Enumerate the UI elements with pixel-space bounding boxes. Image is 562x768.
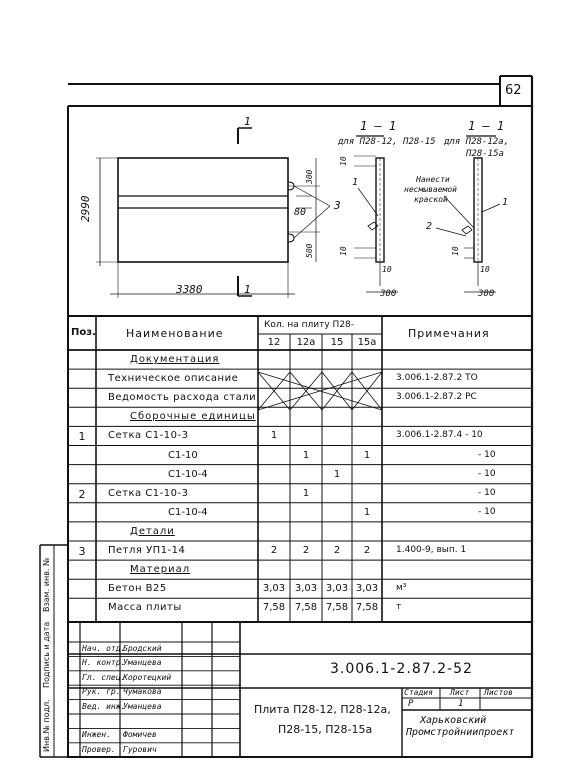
role-person: Бродский [123, 644, 162, 653]
row-pos: 2 [78, 487, 86, 501]
header-col-12a: 12а [296, 337, 316, 348]
role-person: Гурович [123, 744, 157, 754]
role-person: Коротецкий [123, 672, 172, 682]
dim-300: 300 [305, 169, 314, 184]
header-name: Наименование [126, 327, 224, 340]
cut-mark-bottom: 1 [244, 283, 251, 296]
row-name: Сетка С1-10-3 [108, 430, 189, 442]
role-person: Уманцева [123, 701, 162, 711]
row-qty: 1 [363, 449, 371, 461]
title-line-1: Плита П28-12, П28-12а, [254, 703, 391, 716]
dim-width: 3380 [176, 283, 203, 296]
pos-1-left: 1 [352, 177, 359, 188]
section-right-caption-2: П28-15а [466, 149, 504, 159]
row-qty: 3,03 [355, 583, 379, 595]
dim-height: 2990 [79, 195, 92, 222]
row-name: Бетон В25 [108, 583, 167, 595]
dim-10-d: 10 [451, 246, 460, 256]
role-label: Нач. отд. [82, 644, 126, 653]
role-person: Уманцева [123, 658, 162, 668]
header-notes: Примечания [408, 327, 490, 340]
row-qty: 2 [363, 545, 371, 556]
row-qty: 1 [270, 430, 278, 442]
row-name: Ведомость расхода стали [108, 392, 257, 404]
side-stamp-item: Взам. инв. № [42, 557, 51, 612]
dim-10-a: 10 [339, 156, 348, 166]
document-code: 3.006.1-2.87.2-52 [330, 661, 473, 677]
row-name: Петля УП1-14 [108, 545, 186, 556]
row-qty: 1 [333, 468, 341, 480]
dim-80: 80 [294, 207, 307, 218]
row-name: Техническое описание [108, 373, 239, 385]
note-paint-2: несмываемой [404, 185, 457, 194]
section-heading: Материал [130, 564, 191, 576]
row-note: 3.006.1-2.87.2 РС [396, 392, 477, 403]
dim-section-300-right: 300 [478, 289, 495, 299]
role-label: Гл. спец. [82, 672, 126, 682]
section-heading: Детали [130, 525, 175, 537]
row-qty: 2 [333, 545, 341, 556]
row-qty: 3,03 [294, 583, 318, 595]
sheet-number: 62 [505, 83, 522, 98]
dim-section-300-left: 300 [380, 289, 397, 299]
row-qty: 1 [302, 487, 310, 499]
row-qty: 1 [363, 506, 371, 518]
row-name: С1-10 [168, 449, 198, 461]
organization-line-2: Промстройниипроект [406, 727, 515, 738]
dim-10-b: 10 [339, 246, 348, 256]
row-note: - 10 [478, 468, 496, 479]
header-col-12: 12 [267, 337, 281, 348]
pos-2-right: 2 [426, 221, 433, 232]
section-heading: Документация [130, 354, 220, 365]
header-qty: Кол. на плиту П28- [264, 320, 355, 330]
note-paint-3: краской [414, 195, 448, 204]
section-left-label: 1 — 1 [360, 119, 397, 133]
row-note: м³ [396, 583, 407, 594]
side-stamp-item: Инв.№ подл. [42, 699, 51, 752]
role-label: Н. контр. [82, 658, 126, 668]
sheets-label: Листов [484, 688, 513, 697]
header-col-15: 15 [330, 337, 344, 348]
row-name: Сетка С1-10-3 [108, 487, 189, 499]
row-qty: 7,58 [325, 602, 349, 614]
row-qty: 7,58 [294, 602, 318, 614]
section-left-caption: для П28-12, П28-15 [338, 137, 436, 147]
dim-10-e: 10 [480, 265, 490, 274]
row-note: т [396, 602, 402, 613]
side-stamp-item: Подпись и дата [42, 621, 51, 688]
row-note: 1.400-9, вып. 1 [396, 545, 467, 555]
row-qty: 2 [270, 545, 278, 556]
row-note: - 10 [478, 487, 496, 498]
row-name: Масса плиты [108, 602, 182, 614]
row-note: - 10 [478, 506, 496, 517]
header-col-15a: 15а [357, 337, 377, 348]
leader-3: 3 [334, 199, 341, 212]
row-name: С1-10-4 [168, 468, 208, 480]
row-name: С1-10-4 [168, 506, 208, 518]
row-qty: 1 [302, 449, 310, 461]
role-person: Фомичев [123, 730, 157, 740]
role-label: Вед. инж. [82, 701, 126, 711]
sheet-label: Лист [450, 688, 470, 697]
role-label: Рук. гр. [82, 687, 121, 697]
row-note: - 10 [478, 449, 496, 460]
dim-500: 500 [305, 243, 314, 258]
role-label: Провер. [82, 744, 116, 754]
row-qty: 3,03 [325, 583, 349, 595]
role-label: Инжен. [82, 730, 111, 740]
organization-line-1: Харьковский [420, 715, 487, 726]
pos-1-right: 1 [502, 197, 509, 208]
row-qty: 2 [302, 545, 310, 556]
header-pos: Поз. [71, 327, 96, 338]
note-paint-1: Нанести [416, 175, 450, 184]
dim-10-c: 10 [382, 265, 392, 274]
row-note: 3.006.1-2.87.4 - 10 [396, 430, 483, 441]
row-qty: 7,58 [355, 602, 379, 614]
section-heading: Сборочные единицы [130, 411, 256, 423]
role-person: Чумакова [123, 687, 162, 697]
stage-label: Стадия [404, 688, 433, 697]
stage-value: Р [408, 699, 414, 709]
row-qty: 3,03 [262, 583, 286, 595]
sheet-value: 1 [458, 699, 464, 709]
row-pos: 1 [78, 430, 86, 444]
section-right-caption-1: для П28-12а, [444, 137, 510, 147]
section-right-label: 1 — 1 [468, 119, 505, 133]
title-line-2: П28-15, П28-15а [278, 723, 373, 736]
row-qty: 7,58 [262, 602, 286, 614]
row-note: 3.006.1-2.87.2 ТО [396, 373, 478, 384]
row-pos: 3 [78, 545, 86, 558]
cut-mark-top: 1 [244, 115, 251, 128]
